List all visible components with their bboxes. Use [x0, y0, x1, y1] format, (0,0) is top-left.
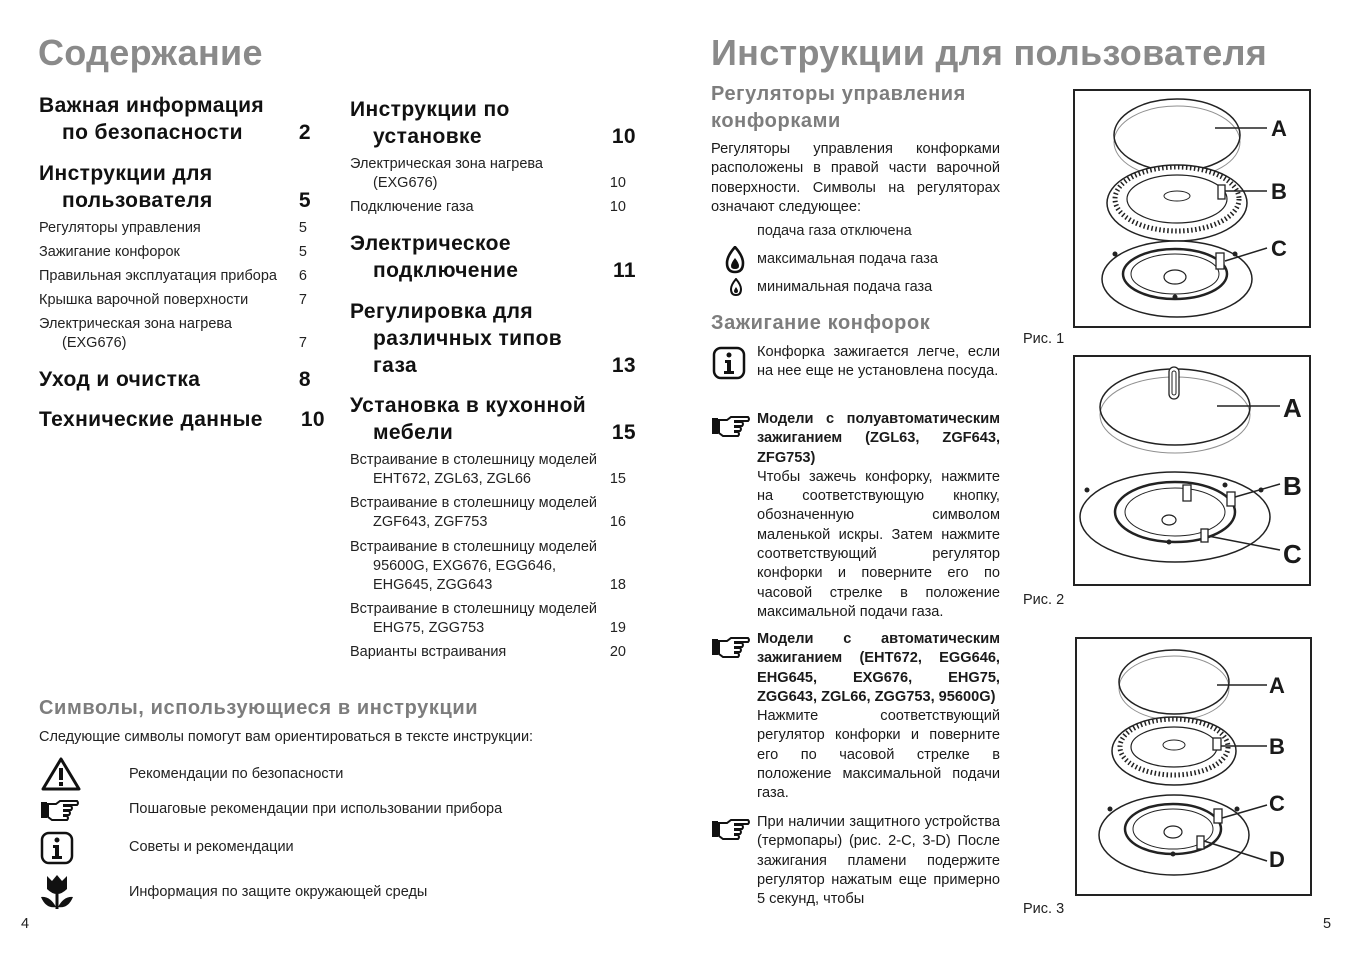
- figure-label: B: [1271, 179, 1287, 204]
- left-page-title: Содержание: [38, 32, 263, 73]
- toc-sub-item[interactable]: Крышка варочной поверхности 7: [39, 292, 307, 308]
- figure-label: D: [1269, 847, 1285, 872]
- pointing-hand-icon: [711, 415, 751, 437]
- ignition-tip: Конфорка зажигается легче, если на нее еще не установлена посуда.: [757, 344, 1000, 380]
- symbols-intro: Следующие символы помогут вам ориентироваться в тексте инструкции:: [39, 729, 534, 745]
- environment-flower-icon: [40, 873, 74, 911]
- toc-page-number: 2: [298, 121, 311, 144]
- symbol-description: максимальная подача газа: [757, 251, 938, 267]
- toc-section-gas-adjustment[interactable]: Регулировка для различных типов газа 13: [350, 300, 636, 377]
- info-icon: [712, 346, 746, 380]
- toc-section-kitchen-installation[interactable]: Установка в кухонной мебели 15: [350, 394, 636, 444]
- warning-icon: [40, 756, 82, 792]
- toc-sub-item[interactable]: Электрическая зона нагрева (EXG676) 7: [39, 316, 307, 351]
- toc-sub-item[interactable]: Зажигание конфорок 5: [39, 244, 307, 260]
- figure-label: C: [1283, 539, 1302, 569]
- pointing-hand-icon: [711, 636, 751, 658]
- toc-section-safety[interactable]: Важная информация по безопасности 2: [39, 94, 311, 144]
- figure-label: A: [1269, 673, 1285, 698]
- figure-caption: Рис. 3: [1023, 901, 1065, 917]
- toc-section-installation[interactable]: Инструкции по установке 10: [350, 98, 636, 148]
- symbol-description: Пошаговые рекомендации при использовании прибора: [129, 801, 503, 817]
- toc-sub-item[interactable]: Варианты встраивания 20: [350, 644, 626, 660]
- symbols-heading: Символы, использующиеся в инструкции: [39, 697, 479, 719]
- toc-sub-item[interactable]: Встраивание в столешницу моделей EHT672, ZGL63, ZGL66 15: [350, 452, 626, 487]
- figure-label: A: [1283, 393, 1302, 423]
- toc-sub-item[interactable]: Электрическая зона нагрева (EXG676) 10: [350, 156, 626, 191]
- toc-sub-item[interactable]: Правильная эксплуатация прибора 6: [39, 268, 307, 284]
- small-flame-icon: [729, 278, 743, 296]
- figure-3-burner: [1075, 637, 1312, 896]
- controls-paragraph: Регуляторы управления конфорками расположены в правой части варочной поверхности. Символы на регуляторах означают следующее:: [711, 141, 1000, 215]
- symbol-description: Информация по защите окружающей среды: [129, 884, 428, 900]
- toc-sub-item[interactable]: Регуляторы управления 5: [39, 220, 307, 236]
- auto-ignition-block: Модели с автоматическим зажиганием (EHT672, EGG646, EHG645, EXG676, EHG75, ZGG643, ZGL66, ZGG753, 95600G) Нажмите соответствующий регулятор конфорки и поверните его по часовой стрелке в положение максимальной подачи газа.: [757, 631, 1000, 802]
- figure-caption: Рис. 1: [1023, 331, 1065, 347]
- figure-1-burner: [1073, 89, 1311, 328]
- toc-section-user-instructions[interactable]: Инструкции для пользователя 5: [39, 162, 311, 212]
- page-number-left: 4: [21, 916, 30, 932]
- symbol-description: подача газа отключена: [757, 223, 912, 239]
- page-number-right: 5: [1323, 916, 1332, 932]
- toc-sub-item[interactable]: Встраивание в столешницу моделей EHG75, ZGG753 19: [350, 601, 626, 636]
- symbol-description: Советы и рекомендации: [129, 839, 294, 855]
- toc-sub-item[interactable]: Встраивание в столешницу моделей 95600G, EXG676, EGG646, EHG645, ZGG643 18: [350, 539, 626, 593]
- toc-sub-item[interactable]: Встраивание в столешницу моделей ZGF643, ZGF753 16: [350, 495, 626, 530]
- figure-label: A: [1271, 116, 1287, 141]
- figure-label: C: [1271, 236, 1287, 261]
- pointing-hand-icon: [40, 799, 80, 821]
- figure-2-burner: [1073, 355, 1311, 586]
- semi-auto-ignition-block: Модели с полуавтоматическим зажиганием (ZGL63, ZGF643, ZFG753) Чтобы зажечь конфорку, нажмите на соответствующую кнопку, обозначенную символом маленькой искры. Затем нажмите соответствующий регулятор конфорки и поверните его по часовой стрелке в положение максимальной подачи газа.: [757, 411, 1000, 620]
- symbol-description: Рекомендации по безопасности: [129, 766, 344, 782]
- toc-section-care-cleaning[interactable]: Уход и очистка 8: [39, 368, 311, 391]
- toc-page-number: 5: [298, 189, 311, 212]
- toc-section-electrical-connection[interactable]: Электрическое подключение 11: [350, 232, 636, 282]
- figure-label: B: [1283, 471, 1302, 501]
- info-icon: [40, 831, 74, 865]
- figure-label: B: [1269, 734, 1285, 759]
- pointing-hand-icon: [711, 818, 751, 840]
- thermocouple-text: При наличии защитного устройства (термопары) (рис. 2-С, 3-D) После зажигания пламени подержите регулятор нажатым еще примерно 5 секунд, чтобы: [757, 814, 1000, 908]
- controls-heading: Регуляторы управления конфорками: [711, 83, 966, 132]
- figure-label: C: [1269, 791, 1285, 816]
- toc-sub-item[interactable]: Подключение газа 10: [350, 199, 626, 215]
- large-flame-icon: [725, 246, 745, 274]
- toc-section-technical-data[interactable]: Технические данные 10: [39, 408, 325, 431]
- ignition-heading: Зажигание конфорок: [711, 312, 931, 334]
- right-page-title: Инструкции для пользователя: [711, 32, 1268, 73]
- figure-caption: Рис. 2: [1023, 592, 1065, 608]
- symbol-description: минимальная подача газа: [757, 279, 933, 295]
